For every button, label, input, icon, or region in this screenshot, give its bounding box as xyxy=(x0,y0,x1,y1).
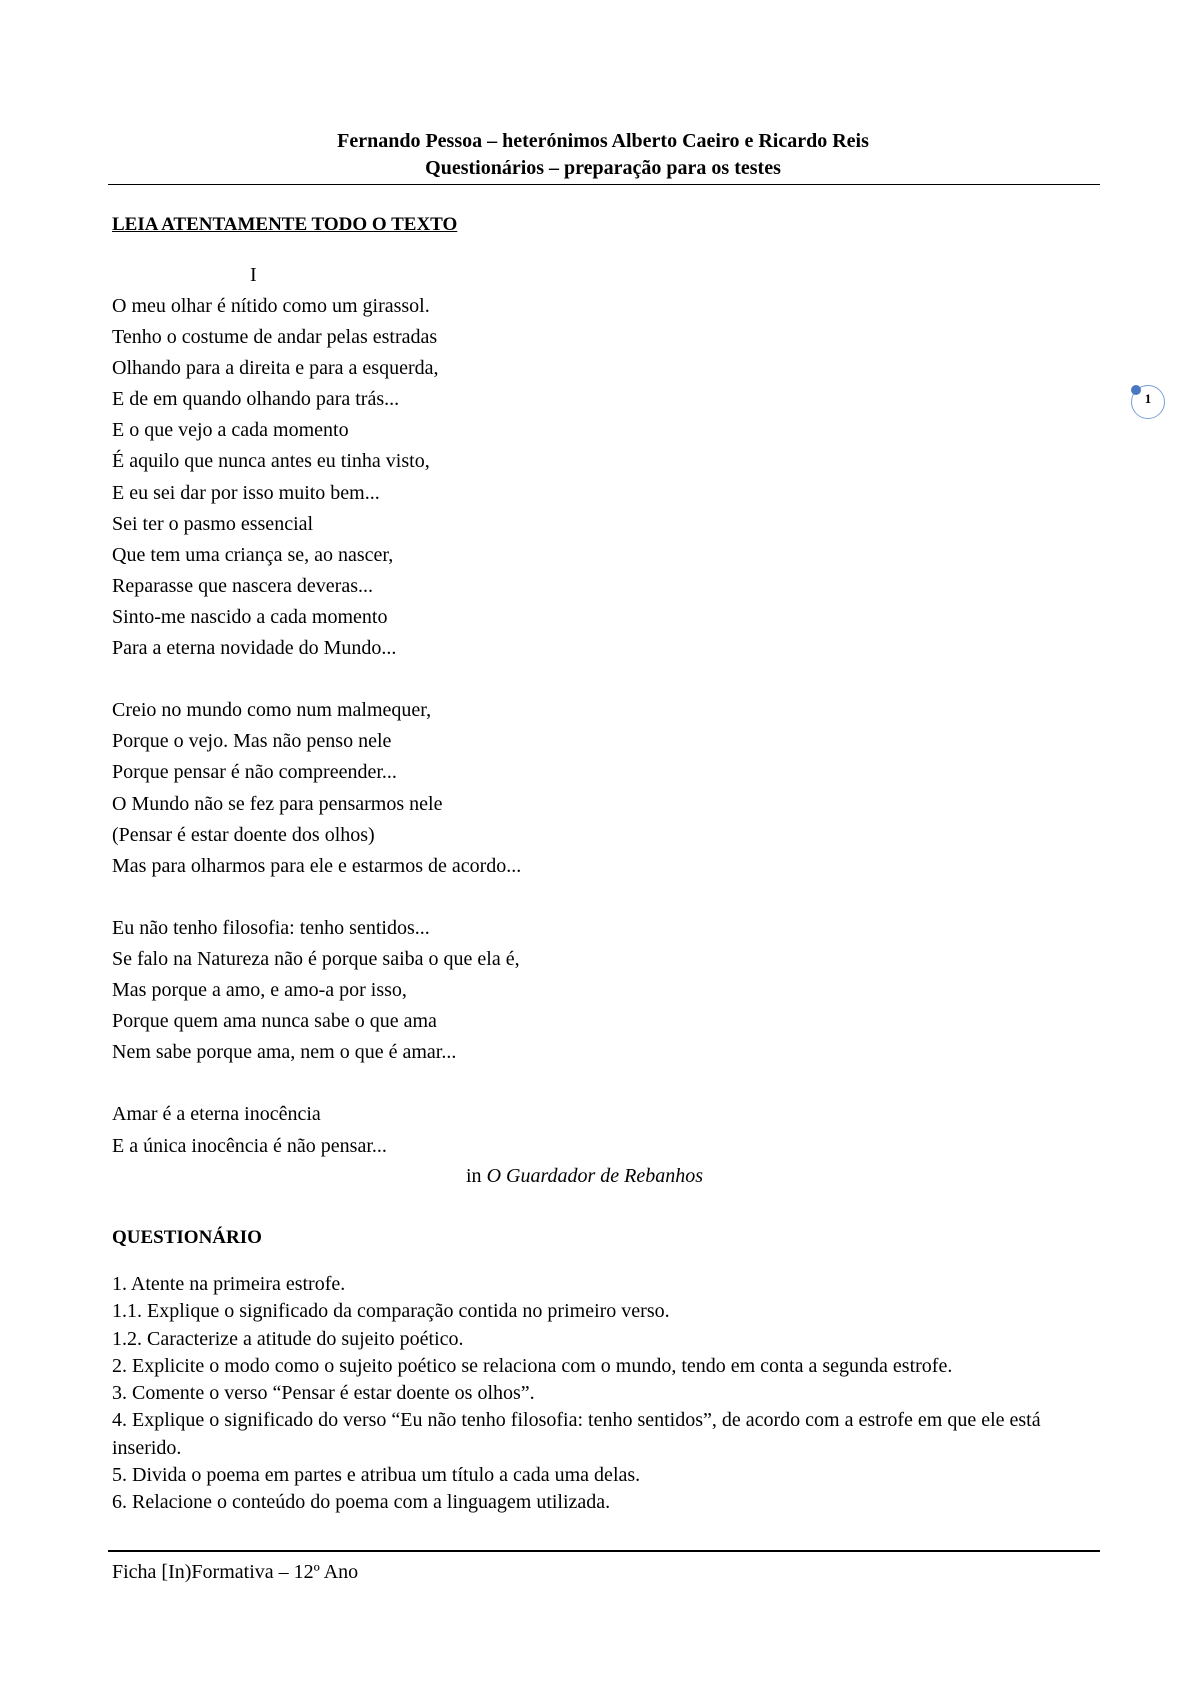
poem-stanza xyxy=(112,695,521,882)
poem-verse: Mas para olharmos para ele e estarmos de acordo... xyxy=(112,854,522,877)
poem-verse: Sinto-me nascido a cada momento xyxy=(112,605,388,628)
poem-number: I xyxy=(250,264,257,286)
poem-verse: Reparasse que nascera deveras... xyxy=(112,574,373,597)
poem-verse: E a única inocência é não pensar... xyxy=(112,1134,387,1157)
poem-verse: O meu olhar é nítido como um girassol. xyxy=(112,295,430,317)
source-work-title: O Guardador de Rebanhos xyxy=(486,1165,704,1187)
page-title: Fernando Pessoa – heterónimos Alberto Caeiro e Ricardo Reis xyxy=(337,130,869,152)
poem-verse: Nem sabe porque ama, nem o que é amar... xyxy=(112,1041,457,1064)
poem-verse: Eu não tenho filosofia: tenho sentidos... xyxy=(112,916,430,939)
poem-body xyxy=(112,291,521,1193)
poem-verse: É aquilo que nunca antes eu tinha visto, xyxy=(112,450,430,473)
poem-stanza xyxy=(112,913,521,1068)
poem-verse: O Mundo não se fez para pensarmos nele xyxy=(112,792,443,815)
poem-verse: Olhando para a direita e para a esquerda, xyxy=(112,357,439,380)
page-footer: Ficha [In)Formativa – 12º Ano xyxy=(112,1561,359,1583)
poem-stanza xyxy=(112,291,521,664)
poem-verse: E o que vejo a cada momento xyxy=(112,419,349,442)
source-prefix: in xyxy=(466,1165,482,1187)
poem-verse: E eu sei dar por isso muito bem... xyxy=(112,481,380,504)
poem-verse: E de em quando olhando para trás... xyxy=(112,388,400,411)
poem-verse: Creio no mundo como num malmequer, xyxy=(112,699,432,722)
page-header xyxy=(108,128,1098,182)
question-item: 1.1. Explique o significado da comparação contida no primeiro verso. xyxy=(112,1300,670,1323)
questionnaire-heading: QUESTIONÁRIO xyxy=(112,1227,262,1248)
question-item: 1.2. Caracterize a atitude do sujeito poético. xyxy=(112,1327,464,1350)
question-item: 5. Divida o poema em partes e atribua um título a cada uma delas. xyxy=(112,1464,641,1487)
question-item: 2. Explicite o modo como o sujeito poético se relaciona com o mundo, tendo em conta a segunda estrofe. xyxy=(112,1354,953,1377)
header-divider xyxy=(108,184,1100,185)
poem-verse: Tenho o costume de andar pelas estradas xyxy=(112,326,438,349)
comment-number: 1 xyxy=(1144,391,1152,406)
questionnaire-list xyxy=(112,1271,1107,1517)
poem-verse: Porque o vejo. Mas não penso nele xyxy=(112,730,392,753)
poem-verse: Sei ter o pasmo essencial xyxy=(112,512,314,535)
comment-marker[interactable] xyxy=(1131,385,1165,419)
question-item: 1. Atente na primeira estrofe. xyxy=(112,1273,346,1295)
poem-source xyxy=(466,1163,703,1189)
instruction-heading: LEIA ATENTAMENTE TODO O TEXTO xyxy=(112,214,458,235)
poem-verse: Porque pensar é não compreender... xyxy=(112,761,397,784)
question-item: 3. Comente o verso “Pensar é estar doente os olhos”. xyxy=(112,1382,535,1405)
poem-verse: (Pensar é estar doente dos olhos) xyxy=(112,823,375,846)
poem-verse: Amar é a eterna inocência xyxy=(112,1103,321,1126)
poem-verse: Porque quem ama nunca sabe o que ama xyxy=(112,1010,437,1033)
poem-stanza xyxy=(112,1099,521,1161)
poem-verse: Para a eterna novidade do Mundo... xyxy=(112,637,397,660)
page-subtitle: Questionários – preparação para os testes xyxy=(425,157,781,179)
poem-verse: Que tem uma criança se, ao nascer, xyxy=(112,543,394,566)
footer-divider xyxy=(108,1550,1100,1552)
poem-verse: Mas porque a amo, e amo-a por isso, xyxy=(112,979,407,1002)
question-item: 4. Explique o significado do verso “Eu não tenho filosofia: tenho sentidos”, de acordo com a estrofe em que ele está inserido. xyxy=(112,1409,1041,1459)
question-item: 6. Relacione o conteúdo do poema com a linguagem utilizada. xyxy=(112,1491,611,1514)
poem-verse: Se falo na Natureza não é porque saiba o que ela é, xyxy=(112,947,520,970)
